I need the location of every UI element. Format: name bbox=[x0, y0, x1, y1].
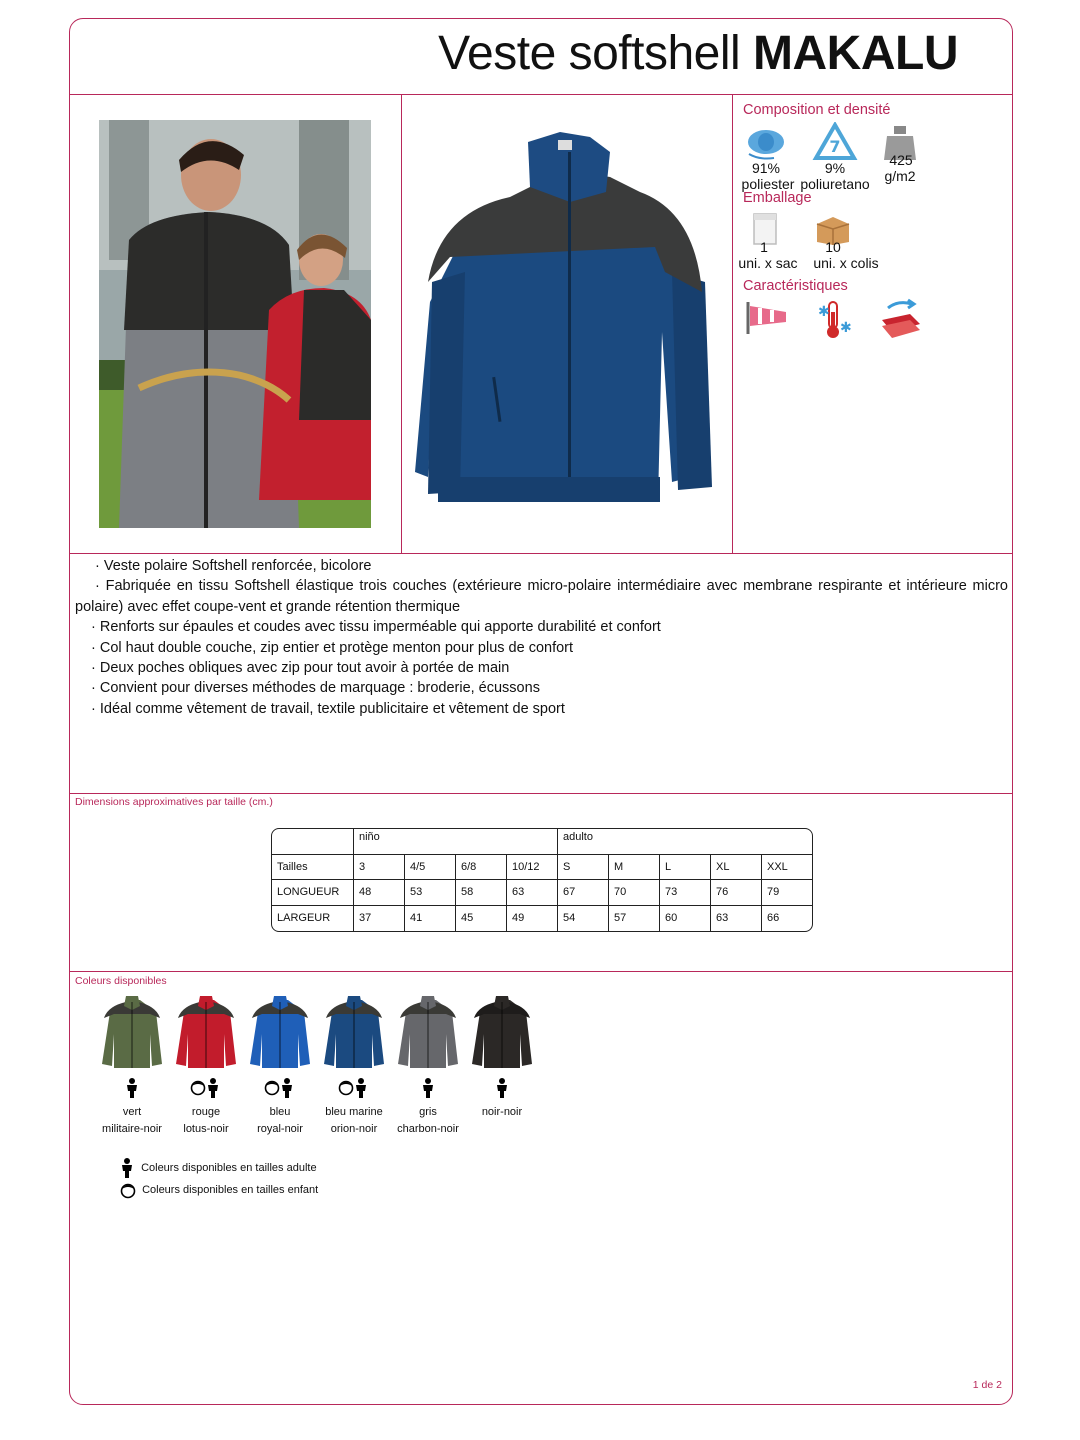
size-cell: XXL bbox=[762, 855, 812, 881]
composition-label-1: poliester bbox=[741, 176, 795, 192]
color-name-line: militaire-noir bbox=[102, 1123, 162, 1135]
size-cell: 6/8 bbox=[456, 855, 507, 881]
divider bbox=[401, 94, 402, 553]
description-line: · Col haut double couche, zip entier et protège menton pour plus de confort bbox=[91, 639, 574, 656]
color-swatch[interactable] bbox=[396, 994, 460, 1070]
size-table-cell bbox=[272, 829, 354, 855]
color-name-line: rouge bbox=[191, 1106, 221, 1118]
color-name-line: vert bbox=[122, 1106, 142, 1118]
size-cell: L bbox=[660, 855, 711, 881]
description-line: · Fabriquée en tissu Softshell élastique trois couches (extérieure micro-polaire intermédiaire avec membrane respirante et intérieure micro polaire) avec effet coupe-vent et grande rétention thermique bbox=[75, 578, 1008, 615]
composition-value-3: 425 bbox=[889, 152, 913, 168]
description-line: · Deux poches obliques avec zip pour tout avoir à portée de main bbox=[91, 660, 510, 677]
color-name-line: royal-noir bbox=[257, 1123, 303, 1135]
page-number: 1 de 2 bbox=[972, 1379, 1002, 1391]
packaging-value-2: 10 bbox=[825, 239, 841, 255]
size-row-label: Tailles bbox=[272, 855, 354, 881]
composition-value-2: 9% bbox=[824, 160, 846, 176]
product-description bbox=[75, 556, 1008, 719]
size-availability-icons bbox=[338, 1078, 368, 1098]
size-group-child: niño bbox=[354, 829, 558, 855]
size-availability-icons bbox=[264, 1078, 294, 1098]
packaging-title: Emballage bbox=[743, 190, 812, 206]
size-availability-icons bbox=[125, 1078, 139, 1098]
divider bbox=[732, 94, 733, 553]
page-title: Veste softshell MAKALU bbox=[438, 27, 958, 80]
sizes-title: Dimensions approximatives par taille (cm.) bbox=[75, 796, 273, 808]
size-row-label: LONGUEUR bbox=[272, 880, 354, 906]
size-cell: M bbox=[609, 855, 660, 881]
adult-figure-icon bbox=[495, 1078, 509, 1098]
adult-figure-icon bbox=[421, 1078, 435, 1098]
size-cell: 54 bbox=[558, 906, 609, 932]
size-cell: 57 bbox=[609, 906, 660, 932]
lifestyle-photo bbox=[99, 120, 371, 528]
size-availability-icons bbox=[190, 1078, 220, 1098]
color-name bbox=[457, 1104, 547, 1121]
color-name-line: orion-noir bbox=[330, 1123, 378, 1135]
color-swatch[interactable] bbox=[248, 994, 312, 1070]
adult-figure-icon bbox=[354, 1078, 368, 1098]
legend-adult bbox=[120, 1158, 317, 1178]
size-cell: 60 bbox=[660, 906, 711, 932]
legend-child-label: Coleurs disponibles en tailles enfant bbox=[142, 1183, 319, 1196]
adult-figure-icon bbox=[120, 1158, 134, 1178]
color-name-line: bleu marine bbox=[325, 1106, 383, 1118]
windsock-icon bbox=[744, 300, 790, 341]
size-cell: 66 bbox=[767, 912, 780, 925]
packaging-label-2: uni. x colis bbox=[813, 255, 879, 271]
size-cell: 37 bbox=[354, 906, 405, 932]
divider bbox=[69, 971, 1013, 972]
size-cell: 76 bbox=[711, 880, 762, 906]
adult-figure-icon bbox=[125, 1078, 139, 1098]
description-line: · Idéal comme vêtement de travail, textile publicitaire et vêtement de sport bbox=[91, 700, 565, 717]
legend-child bbox=[120, 1181, 318, 1199]
color-name-line: noir-noir bbox=[481, 1106, 523, 1118]
color-swatch[interactable] bbox=[100, 994, 164, 1070]
color-swatch[interactable] bbox=[174, 994, 238, 1070]
thermal-snowflake-icon bbox=[812, 298, 854, 345]
size-cell: 45 bbox=[456, 906, 507, 932]
size-cell: S bbox=[558, 855, 609, 881]
size-availability-icons bbox=[495, 1078, 509, 1098]
divider bbox=[69, 553, 1013, 554]
size-group-adult: adulto bbox=[558, 829, 812, 855]
child-face-icon bbox=[338, 1078, 354, 1096]
size-cell: 4/5 bbox=[405, 855, 456, 881]
size-cell: 53 bbox=[405, 880, 456, 906]
composition-title: Composition et densité bbox=[743, 102, 891, 118]
child-face-icon bbox=[264, 1078, 280, 1096]
size-cell: 41 bbox=[405, 906, 456, 932]
size-table-row bbox=[272, 880, 812, 906]
size-cell: 10/12 bbox=[507, 855, 558, 881]
size-cell: 63 bbox=[507, 880, 558, 906]
color-swatch[interactable] bbox=[322, 994, 386, 1070]
legend-adult-label: Coleurs disponibles en tailles adulte bbox=[141, 1161, 317, 1174]
svg-text:7: 7 bbox=[829, 137, 841, 156]
size-table-row bbox=[272, 855, 812, 881]
composition-label-2: poliuretano bbox=[800, 176, 870, 192]
adult-figure-icon bbox=[280, 1078, 294, 1098]
size-cell: 70 bbox=[609, 880, 660, 906]
packaging-value-1: 1 bbox=[760, 239, 768, 255]
adult-figure-icon bbox=[206, 1078, 220, 1098]
child-face-icon bbox=[120, 1181, 136, 1199]
color-name-line: bleu bbox=[269, 1106, 291, 1118]
size-cell: 67 bbox=[558, 880, 609, 906]
composition-value-1: 91% bbox=[751, 160, 781, 176]
product-photo bbox=[410, 132, 722, 516]
composition-label-3: g/m2 bbox=[884, 168, 916, 184]
size-cell: 48 bbox=[354, 880, 405, 906]
description-line: · Renforts sur épaules et coudes avec tissu imperméable qui apporte durabilité et confort bbox=[91, 619, 661, 636]
size-table-row bbox=[272, 906, 812, 932]
packaging-label-1: uni. x sac bbox=[738, 255, 798, 271]
color-name-line: charbon-noir bbox=[397, 1123, 459, 1135]
divider bbox=[69, 793, 1013, 794]
child-face-icon bbox=[190, 1078, 206, 1096]
description-line: · Convient pour diverses méthodes de marquage : broderie, écussons bbox=[91, 680, 540, 697]
size-cell: 79 bbox=[762, 880, 812, 906]
size-cell: 49 bbox=[507, 906, 558, 932]
svg-text:✱: ✱ bbox=[818, 304, 830, 320]
svg-text:✱: ✱ bbox=[840, 320, 852, 336]
color-swatch[interactable] bbox=[470, 994, 534, 1070]
size-cell: XL bbox=[711, 855, 762, 881]
color-name-line: lotus-noir bbox=[183, 1123, 229, 1135]
size-cell: 58 bbox=[456, 880, 507, 906]
features-title: Caractéristiques bbox=[743, 278, 848, 294]
size-cell: 63 bbox=[711, 906, 762, 932]
color-name-line: gris bbox=[419, 1106, 437, 1118]
size-availability-icons bbox=[421, 1078, 435, 1098]
size-row-label: LARGEUR bbox=[272, 906, 354, 932]
size-table bbox=[271, 828, 813, 932]
size-cell: 73 bbox=[660, 880, 711, 906]
stretch-fabric-icon bbox=[878, 298, 924, 345]
size-table-group-row bbox=[272, 829, 812, 855]
description-line: · Veste polaire Softshell renforcée, bicolore bbox=[95, 558, 372, 574]
divider bbox=[69, 94, 1013, 95]
size-cell: 3 bbox=[354, 855, 405, 881]
colors-title: Coleurs disponibles bbox=[75, 975, 167, 987]
